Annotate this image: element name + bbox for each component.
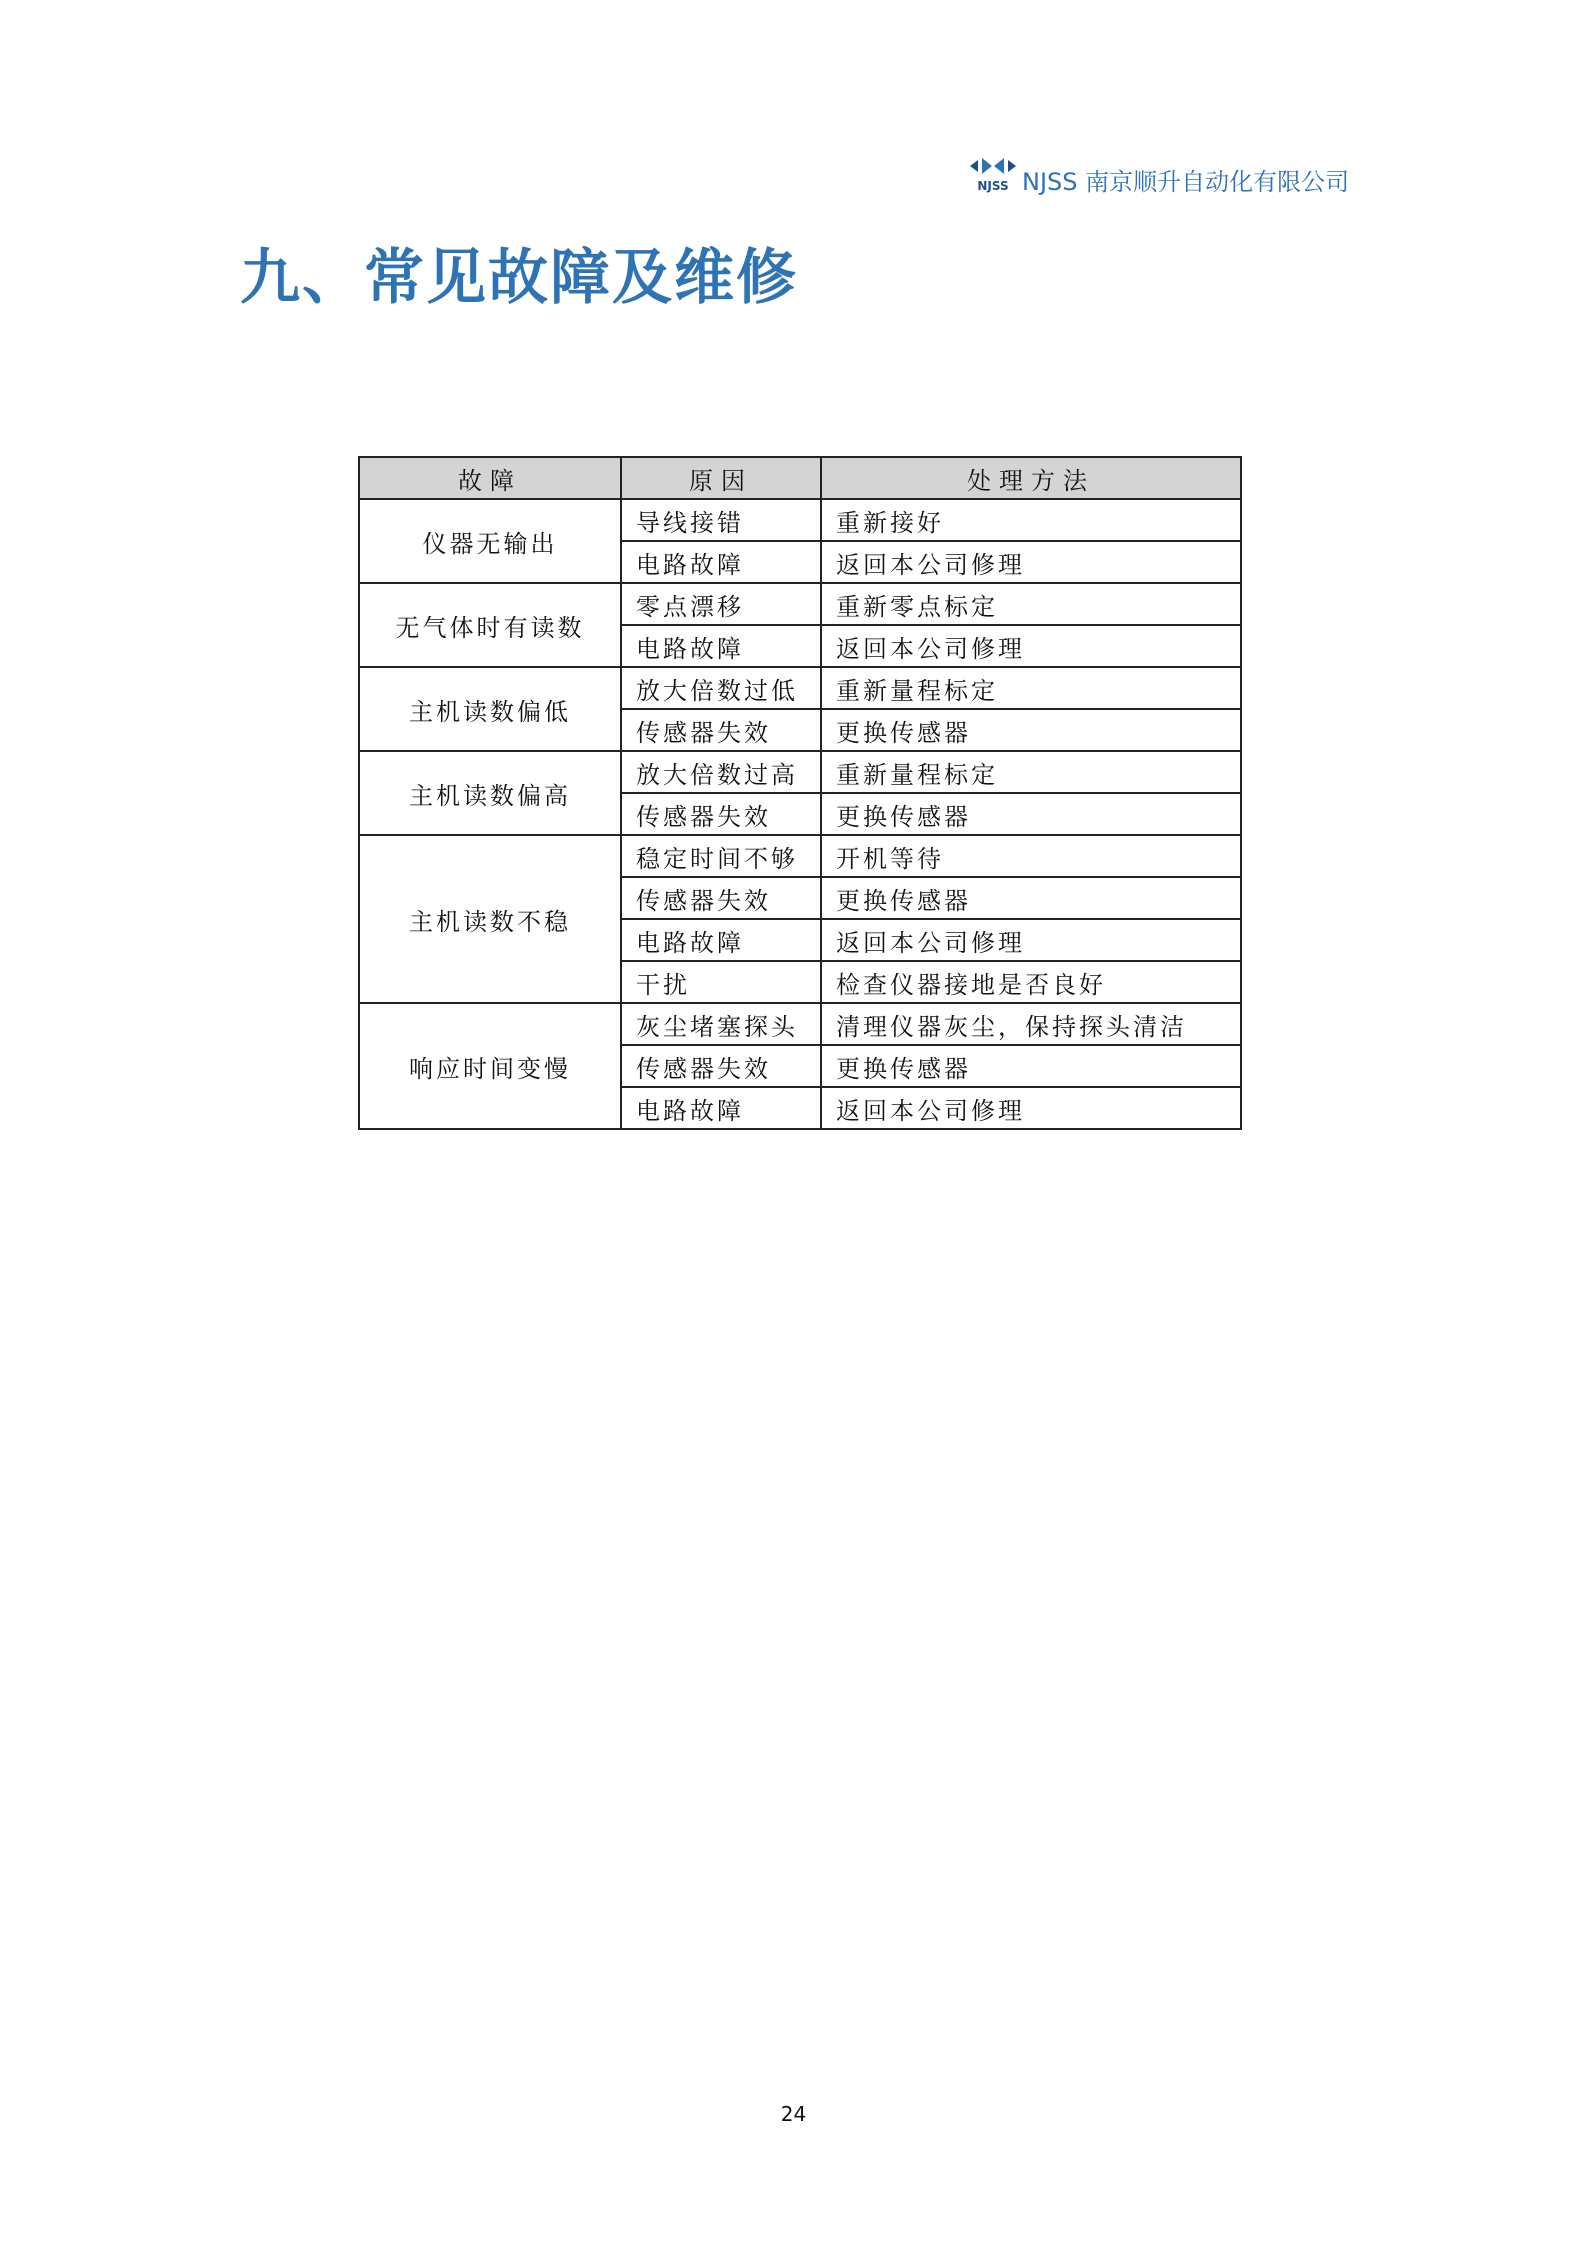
cause-cell: 电路故障 bbox=[621, 1087, 821, 1129]
header-solution: 处理方法 bbox=[821, 457, 1241, 499]
cause-cell: 导线接错 bbox=[621, 499, 821, 541]
table-header-row bbox=[359, 457, 1241, 499]
table-row bbox=[359, 751, 1241, 793]
cause-cell: 放大倍数过高 bbox=[621, 751, 821, 793]
solution-cell: 清理仪器灰尘，保持探头清洁 bbox=[821, 1003, 1241, 1045]
table-row bbox=[359, 1003, 1241, 1045]
solution-cell: 返回本公司修理 bbox=[821, 625, 1241, 667]
fault-cell: 仪器无输出 bbox=[359, 499, 621, 583]
table-row bbox=[359, 583, 1241, 625]
solution-cell: 更换传感器 bbox=[821, 793, 1241, 835]
fault-cell: 响应时间变慢 bbox=[359, 1003, 621, 1129]
cause-cell: 电路故障 bbox=[621, 541, 821, 583]
cause-cell: 电路故障 bbox=[621, 625, 821, 667]
cause-cell: 传感器失效 bbox=[621, 709, 821, 751]
fault-cell: 主机读数偏高 bbox=[359, 751, 621, 835]
solution-cell: 检查仪器接地是否良好 bbox=[821, 961, 1241, 1003]
solution-cell: 重新零点标定 bbox=[821, 583, 1241, 625]
table-row bbox=[359, 499, 1241, 541]
solution-cell: 更换传感器 bbox=[821, 1045, 1241, 1087]
solution-cell: 返回本公司修理 bbox=[821, 1087, 1241, 1129]
solution-cell: 重新量程标定 bbox=[821, 667, 1241, 709]
solution-cell: 重新接好 bbox=[821, 499, 1241, 541]
cause-cell: 传感器失效 bbox=[621, 793, 821, 835]
fault-cell: 无气体时有读数 bbox=[359, 583, 621, 667]
solution-cell: 重新量程标定 bbox=[821, 751, 1241, 793]
section-title: 九、常见故障及维修 bbox=[240, 243, 798, 313]
cause-cell: 零点漂移 bbox=[621, 583, 821, 625]
fault-table bbox=[358, 456, 1242, 1130]
page-header bbox=[968, 156, 1368, 196]
solution-cell: 开机等待 bbox=[821, 835, 1241, 877]
header-cause: 原因 bbox=[621, 457, 821, 499]
table-row bbox=[359, 835, 1241, 877]
cause-cell: 稳定时间不够 bbox=[621, 835, 821, 877]
header-fault: 故障 bbox=[359, 457, 621, 499]
cause-cell: 传感器失效 bbox=[621, 1045, 821, 1087]
cause-cell: 电路故障 bbox=[621, 919, 821, 961]
cause-cell: 灰尘堵塞探头 bbox=[621, 1003, 821, 1045]
page-number: 24 bbox=[780, 2102, 807, 2126]
table-row bbox=[359, 667, 1241, 709]
logo-text: NJSS bbox=[977, 179, 1009, 193]
fault-cell: 主机读数不稳 bbox=[359, 835, 621, 1003]
njss-logo bbox=[968, 156, 1018, 194]
solution-cell: 返回本公司修理 bbox=[821, 541, 1241, 583]
solution-cell: 更换传感器 bbox=[821, 709, 1241, 751]
cause-cell: 干扰 bbox=[621, 961, 821, 1003]
solution-cell: 更换传感器 bbox=[821, 877, 1241, 919]
solution-cell: 返回本公司修理 bbox=[821, 919, 1241, 961]
cause-cell: 传感器失效 bbox=[621, 877, 821, 919]
fault-cell: 主机读数偏低 bbox=[359, 667, 621, 751]
cause-cell: 放大倍数过低 bbox=[621, 667, 821, 709]
company-name: NJSS 南京顺升自动化有限公司 bbox=[1022, 168, 1350, 196]
